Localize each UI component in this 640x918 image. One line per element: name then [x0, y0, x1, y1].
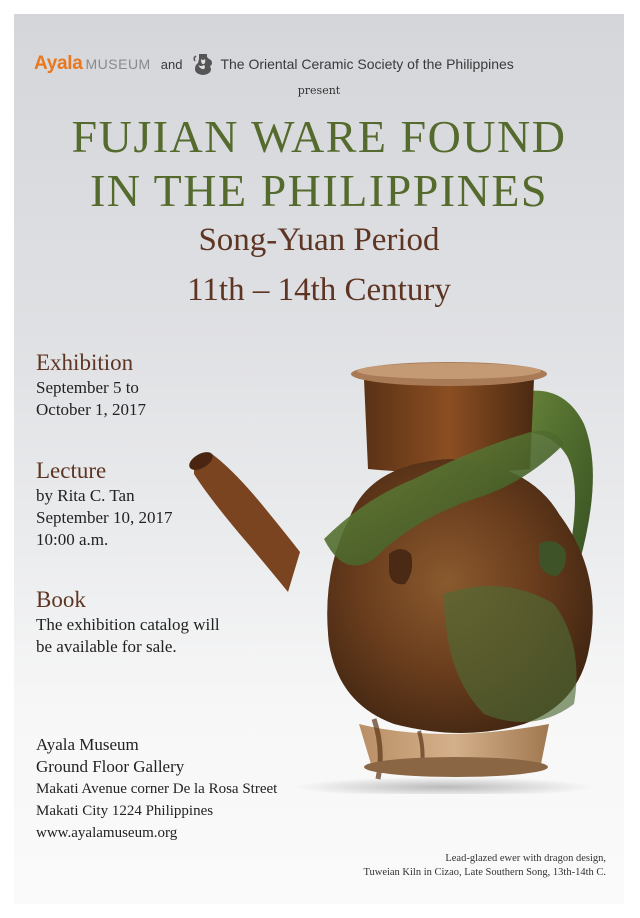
- lecture-time: 10:00 a.m.: [36, 530, 109, 549]
- lecture-speaker: by Rita C. Tan: [36, 486, 135, 505]
- book-line-2: be available for sale.: [36, 637, 177, 656]
- poster: [14, 14, 624, 904]
- society-name: The Oriental Ceramic Society of the Philippines: [220, 56, 514, 72]
- exhibition-section: [36, 349, 146, 421]
- title-line-1: FUJIAN WARE FOUND: [71, 111, 567, 162]
- header-conjunction: and: [160, 56, 183, 72]
- venue-section: [36, 734, 277, 844]
- venue-city: Makati City 1224 Philippines: [36, 803, 214, 819]
- lecture-section: [36, 457, 172, 551]
- venue-website[interactable]: www.ayalamuseum.org: [36, 825, 178, 841]
- ewer-logo-icon: [192, 51, 214, 77]
- period-subtitle: Song-Yuan Period: [198, 222, 440, 258]
- lecture-heading: Lecture: [36, 458, 107, 483]
- exhibition-date-line-2: October 1, 2017: [36, 400, 147, 419]
- book-section: [36, 586, 220, 658]
- venue-gallery: Ground Floor Gallery: [36, 757, 185, 776]
- ayala-logo: Ayala: [34, 53, 83, 74]
- book-line-1: The exhibition catalog will: [36, 615, 220, 634]
- ewer-image: [174, 339, 614, 794]
- image-caption: [276, 852, 606, 880]
- caption-line-2: Tuweian Kiln in Cizao, Late Southern Song, 13th-14th C.: [363, 867, 606, 878]
- caption-line-1: Lead-glazed ewer with dragon design,: [445, 853, 606, 864]
- present-label: present: [297, 84, 341, 97]
- exhibition-heading: Exhibition: [36, 350, 134, 375]
- book-heading: Book: [36, 587, 86, 612]
- header-logos: [34, 51, 604, 77]
- ayala-logo-suffix: MUSEUM: [85, 56, 151, 72]
- venue-street: Makati Avenue corner De la Rosa Street: [36, 781, 278, 797]
- century-subtitle: 11th – 14th Century: [187, 272, 451, 308]
- title-line-2: IN THE PHILIPPINES: [89, 165, 549, 216]
- lecture-date: September 10, 2017: [36, 508, 173, 527]
- exhibition-date-line-1: September 5 to: [36, 378, 139, 397]
- venue-name: Ayala Museum: [36, 735, 139, 754]
